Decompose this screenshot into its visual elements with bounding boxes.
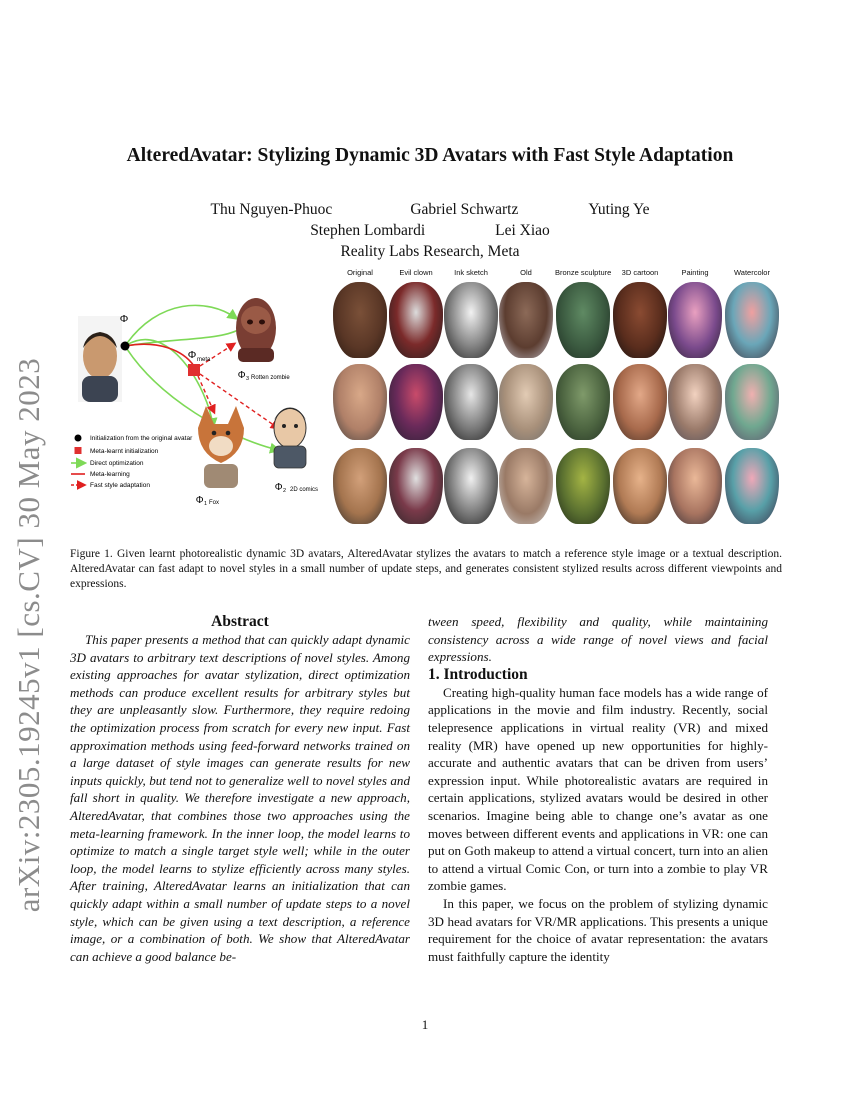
- legend-item: Direct optimization: [90, 460, 144, 467]
- phi3-caption: Rotten zombie: [251, 375, 290, 381]
- affiliation: [70, 241, 790, 262]
- introduction-heading: 1. Introduction: [428, 665, 528, 683]
- face-image-painting-3: [668, 448, 722, 524]
- introduction-paragraph-2: In this paper, we focus on the problem of stylizing dynamic 3D head avatars for VR/MR applications. This presents a unique requirement for the choice of avatar representation: the avatars must faithfully capture the identity: [428, 895, 768, 964]
- column-label: Old: [520, 268, 532, 277]
- figure-1: [68, 268, 783, 530]
- face-image-watercolor-2: [725, 364, 779, 440]
- meta-init-square: [188, 364, 200, 376]
- face-image-painting-1: [668, 282, 722, 358]
- column-label: Evil clown: [399, 268, 433, 277]
- arxiv-id: arXiv:2305.19245v1 [cs.CV] 30 May 2023: [11, 357, 46, 913]
- column-label: Ink sketch: [454, 268, 488, 277]
- right-column: [428, 613, 768, 965]
- face-image-old-2: [499, 364, 553, 440]
- stylized-avatar-grid: [330, 268, 783, 530]
- legend-dot-icon: [75, 435, 82, 442]
- face-image-old-3: [499, 448, 553, 524]
- column-label: Painting: [681, 268, 709, 277]
- face-image-watercolor-1: [725, 282, 779, 358]
- face-image-evil-clown-2: [389, 364, 443, 440]
- paper-title: AlteredAvatar: Stylizing Dynamic 3D Avatars with Fast Style Adaptation: [126, 145, 734, 166]
- face-image-3d-cartoon-1: [613, 282, 667, 358]
- abstract-heading: Abstract: [211, 613, 269, 630]
- phi2-caption: 2D comics: [290, 487, 319, 493]
- column-label: Bronze sculpture: [555, 268, 612, 277]
- author-name: Lei Xiao: [495, 222, 550, 239]
- comics-result-image: [274, 408, 306, 468]
- fox-result-image: [198, 406, 244, 488]
- phi1-caption: Fox: [209, 500, 220, 506]
- face-image-original-1: [333, 282, 387, 358]
- legend-item: Fast style adaptation: [90, 482, 150, 489]
- zombie-result-image: [236, 298, 276, 362]
- author-name: Yuting Ye: [588, 201, 650, 218]
- face-image-ink-sketch-1: [444, 282, 498, 358]
- face-image-ink-sketch-3: [444, 448, 498, 524]
- phi3-label: Φ: [238, 370, 246, 381]
- phi2-label: Φ: [275, 482, 283, 493]
- face-image-old-1: [499, 282, 553, 358]
- author-row-1: [70, 199, 790, 220]
- legend-item: Meta-learning: [90, 471, 130, 478]
- left-column: [70, 613, 410, 965]
- meta-learning-diagram: [68, 278, 330, 530]
- abstract-text: This paper presents a method that can quickly adapt dynamic 3D avatars to arbitrary text descriptions of novel styles. Among existing approaches for avatar stylization, direct optimization methods can produce excellent results for arbitrary styles but they are unpleasantly slow. Furthermore, they require redoing the optimization process from scratch for every new input. Fast approximation methods using feed-forward networks trained on a large dataset of style images can generate results for new inputs quickly, but tend not to generalize well to novel styles and fall short in quality. We therefore investigate a new approach, AlteredAvatar, that combines those two approaches using the meta-learning framework. In the inner loop, the model learns to optimize to match a single target style well; while in the outer loop, the model learns to stylize efficiently across many styles. After training, AlteredAvatar learns an initialization that can quickly adapt within a small number of update steps to a novel style, which can be given using a text description, a reference image, or a combination of both. We show that AlteredAvatar can achieve a good balance be-: [70, 632, 410, 964]
- author-name: Stephen Lombardi: [310, 222, 426, 239]
- face-image-evil-clown-3: [389, 448, 443, 524]
- column-label: Watercolor: [734, 268, 770, 277]
- face-image-evil-clown-1: [389, 282, 443, 358]
- phi-meta-sub: meta: [197, 357, 211, 363]
- column-label: 3D cartoon: [621, 268, 659, 277]
- page-number: 1: [421, 1017, 429, 1032]
- face-image-ink-sketch-2: [444, 364, 498, 440]
- face-image-original-3: [333, 448, 387, 524]
- phi3-sub: 3: [246, 376, 250, 382]
- author-name: Thu Nguyen-Phuoc: [210, 201, 333, 218]
- legend-item: Meta-learnt initialization: [90, 448, 159, 455]
- legend-square-icon: [75, 447, 82, 454]
- figure-caption: Figure 1. Given learnt photorealistic dynamic 3D avatars, AlteredAvatar stylizes the avatars to match a reference style image or a textual description. AlteredAvatar can fast adapt to novel styles in a small number of update steps, and generates consistent stylized results across different viewpoints and expressions.: [70, 548, 782, 590]
- legend-item: Initialization from the original avatar: [90, 435, 193, 442]
- face-image-original-2: [333, 364, 387, 440]
- original-avatar-photo: [78, 316, 122, 402]
- phi2-sub: 2: [283, 488, 287, 494]
- face-image-watercolor-3: [725, 448, 779, 524]
- phi-meta-label: Φ: [188, 349, 197, 361]
- phi1-sub: 1: [204, 501, 208, 507]
- face-image-painting-2: [668, 364, 722, 440]
- face-image-bronze-sculpture-2: [556, 364, 610, 440]
- diagram-legend: [71, 435, 193, 490]
- author-row-2: [70, 220, 790, 241]
- phi-label: Φ: [120, 313, 129, 325]
- abstract-continuation: tween speed, flexibility and quality, while maintaining consistency across a wide range of novel views and facial expressions.: [428, 614, 768, 665]
- author-name: Gabriel Schwartz: [410, 201, 519, 218]
- face-image-3d-cartoon-2: [613, 364, 667, 440]
- author-block: [70, 199, 790, 262]
- introduction-paragraph-1: Creating high-quality human face models has a wide range of applications in the movie and film industry. Recently, social telepresence applications in virtual reality (VR) and mixed reality (MR) have opened up new opportunities for highly-accurate and authentic avatars that can be driven from users’ expression input. While photorealistic avatars are required in certain applications, stylized avatars would be desired in other scenarios. Imagine being able to change one’s avatar as one moves between different events and applications in VR: one can put on Goth makeup to attend a virtual concert, turn into an alien to attend a virtual Comic Con, or turn into a zombie to play VR zombie games.: [428, 684, 768, 894]
- arxiv-stamp: [4, 290, 54, 980]
- column-label: Original: [347, 268, 373, 277]
- face-image-bronze-sculpture-1: [556, 282, 610, 358]
- affiliation-text: Reality Labs Research, Meta: [340, 243, 520, 260]
- original-init-dot: [121, 342, 130, 351]
- face-image-3d-cartoon-3: [613, 448, 667, 524]
- phi1-label: Φ: [196, 495, 204, 506]
- face-image-bronze-sculpture-3: [556, 448, 610, 524]
